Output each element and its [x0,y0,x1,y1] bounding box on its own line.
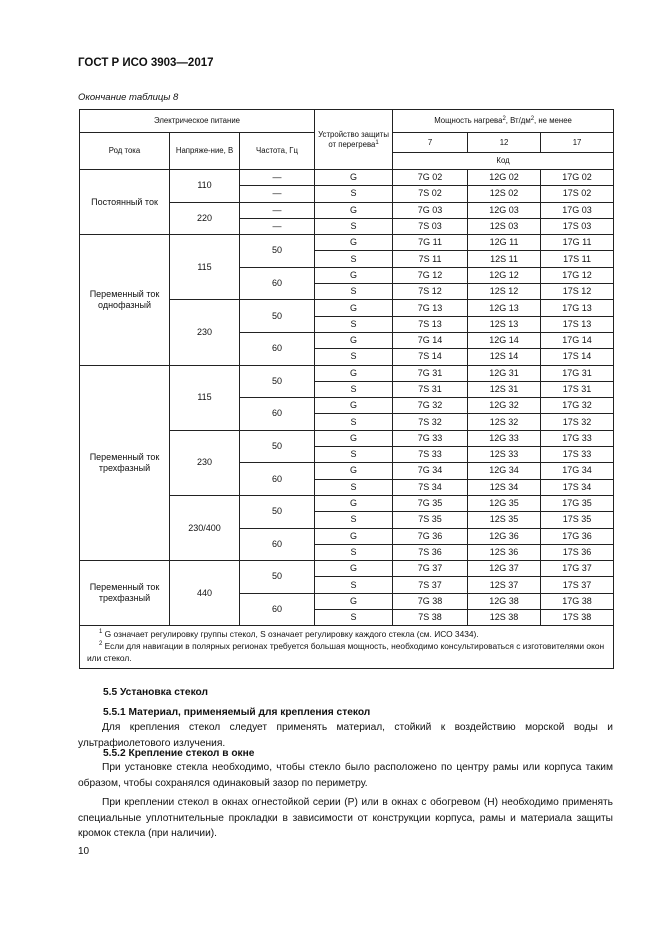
code-cell: 17S 14 [541,349,614,365]
code-cell: 17G 35 [541,495,614,511]
paragraph-5-5-2-a: При установке стекла необходимо, чтобы стекло было расположено по центру рамы или корпуса таким образом, чтобы сохранялся одинаковый зазор по периметру. [78,762,613,789]
code-cell: 17S 11 [541,251,614,267]
code-cell: 7S 02 [393,186,468,202]
current-type-cell: Переменный ток трехфазный [80,561,170,626]
paragraph-5-5-1: Для крепления стекол следует применять материал, стойкий к воздействию морской воды и ультрафиолетового излучения. [78,722,613,749]
code-cell: 12G 36 [468,528,541,544]
code-cell: 12S 12 [468,284,541,300]
code-cell: 17G 34 [541,463,614,479]
code-cell: 12G 11 [468,235,541,251]
code-cell: 7S 34 [393,479,468,495]
code-cell: 7S 12 [393,284,468,300]
frequency-cell: 60 [240,528,315,561]
code-cell: 17S 35 [541,512,614,528]
header-power-7: 7 [393,133,468,153]
code-cell: 12G 37 [468,561,541,577]
code-cell: 7G 12 [393,267,468,283]
frequency-cell: 50 [240,495,315,528]
code-cell: 12S 38 [468,610,541,626]
code-cell: 17S 31 [541,381,614,397]
code-cell: 7S 13 [393,316,468,332]
voltage-cell: 230 [170,300,240,365]
code-cell: 7S 38 [393,610,468,626]
code-cell: 17G 12 [541,267,614,283]
code-cell: 17G 38 [541,593,614,609]
code-cell: 7S 32 [393,414,468,430]
code-cell: 12S 37 [468,577,541,593]
current-type-cell: Переменный ток однофазный [80,235,170,365]
code-cell: 12S 32 [468,414,541,430]
table-caption: Окончание таблицы 8 [78,92,179,103]
code-cell: 17S 36 [541,544,614,560]
code-cell: 17G 11 [541,235,614,251]
section-5-5-2-title: 5.5.2 Крепление стекол в окне [103,748,255,759]
code-cell: 7S 11 [393,251,468,267]
current-type-cell: Переменный ток трехфазный [80,365,170,561]
code-cell: 7S 36 [393,544,468,560]
section-5-5-1-title: 5.5.1 Материал, применяемый для крепления стекол [103,707,371,718]
protection-cell: S [315,479,393,495]
code-cell: 17G 31 [541,365,614,381]
code-cell: 7G 38 [393,593,468,609]
code-cell: 7G 32 [393,398,468,414]
frequency-cell: 60 [240,398,315,431]
voltage-cell: 115 [170,365,240,430]
document-header: ГОСТ Р ИСО 3903—2017 [78,57,214,69]
header-power-12: 12 [468,133,541,153]
code-cell: 7G 36 [393,528,468,544]
code-cell: 7S 33 [393,447,468,463]
code-cell: 7S 03 [393,218,468,234]
protection-cell: G [315,267,393,283]
frequency-cell: 50 [240,430,315,463]
code-cell: 12G 34 [468,463,541,479]
voltage-cell: 230/400 [170,495,240,560]
footnote-2: $^2$ Если для навигации в полярных регионах требуется большая мощность, необходимо консультироваться с изготовителями окон или стекол. [87,641,605,664]
protection-cell: S [315,284,393,300]
protection-cell: G [315,365,393,381]
frequency-cell: 60 [240,593,315,626]
protection-cell: S [315,447,393,463]
header-current-type: Род тока [80,133,170,170]
frequency-cell: 50 [240,561,315,594]
table-row [80,170,614,186]
code-cell: 7S 31 [393,381,468,397]
header-voltage: Напряже-ние, В [170,133,240,170]
code-cell: 17S 12 [541,284,614,300]
protection-cell: G [315,202,393,218]
current-type-cell: Постоянный ток [80,170,170,235]
page-number: 10 [78,846,90,857]
footnote-1: $^1$ G означает регулировку группы стекол, S означает регулировку каждого стекла (см. ИСО 3434). [99,629,479,640]
code-cell: 17S 32 [541,414,614,430]
table-footnotes [80,626,614,669]
code-cell: 7G 31 [393,365,468,381]
protection-cell: G [315,495,393,511]
header-heating-power: Мощность нагрева$^2$, $Вт/дм^2$, не менее [393,110,614,133]
code-cell: 12S 03 [468,218,541,234]
frequency-cell: — [240,186,315,202]
frequency-cell: 60 [240,267,315,300]
voltage-cell: 110 [170,170,240,203]
code-cell: 7G 33 [393,430,468,446]
protection-cell: G [315,332,393,348]
protection-cell: S [315,316,393,332]
code-cell: 17S 02 [541,186,614,202]
frequency-cell: — [240,170,315,186]
protection-cell: S [315,218,393,234]
code-cell: 12G 14 [468,332,541,348]
code-cell: 17S 13 [541,316,614,332]
paragraph-5-5-2-b: При креплении стекол в окнах огнестойкой серии (P) или в окнах с обогревом (H) необходимо применять специальные уплотнительные прокладки в зависимости от конструкции корпуса, рамы и материала защиты кромок стекла (при наличии). [78,797,613,839]
protection-cell: S [315,381,393,397]
protection-cell: G [315,561,393,577]
code-cell: 12S 11 [468,251,541,267]
code-cell: 12G 38 [468,593,541,609]
code-cell: 17G 37 [541,561,614,577]
code-cell: 17G 14 [541,332,614,348]
code-cell: 12G 03 [468,202,541,218]
protection-cell: S [315,577,393,593]
code-cell: 17S 38 [541,610,614,626]
code-cell: 12G 13 [468,300,541,316]
code-cell: 7G 34 [393,463,468,479]
table-row [80,235,614,251]
code-cell: 7G 14 [393,332,468,348]
frequency-cell: 60 [240,463,315,496]
code-cell: 17G 36 [541,528,614,544]
code-cell: 12S 35 [468,512,541,528]
code-cell: 12G 32 [468,398,541,414]
protection-cell: S [315,186,393,202]
header-frequency: Частота, Гц [240,133,315,170]
protection-cell: S [315,349,393,365]
header-power-17: 17 [541,133,614,153]
code-cell: 17S 33 [541,447,614,463]
table-row [80,365,614,381]
code-cell: 7S 14 [393,349,468,365]
code-cell: 12G 35 [468,495,541,511]
code-cell: 7G 35 [393,495,468,511]
header-electric-power: Электрическое питание [80,110,315,133]
frequency-cell: 60 [240,332,315,365]
code-cell: 17G 03 [541,202,614,218]
code-cell: 17G 33 [541,430,614,446]
code-cell: 12S 13 [468,316,541,332]
protection-cell: S [315,544,393,560]
frequency-cell: — [240,202,315,218]
code-cell: 7S 37 [393,577,468,593]
protection-cell: G [315,235,393,251]
code-cell: 7G 11 [393,235,468,251]
code-cell: 12S 34 [468,479,541,495]
code-cell: 12S 36 [468,544,541,560]
code-cell: 12S 33 [468,447,541,463]
code-cell: 7S 35 [393,512,468,528]
protection-cell: S [315,512,393,528]
protection-cell: G [315,300,393,316]
voltage-cell: 115 [170,235,240,300]
voltage-cell: 440 [170,561,240,626]
code-cell: 17G 02 [541,170,614,186]
voltage-cell: 230 [170,430,240,495]
code-cell: 17S 34 [541,479,614,495]
frequency-cell: — [240,218,315,234]
code-cell: 17S 37 [541,577,614,593]
code-cell: 12G 33 [468,430,541,446]
header-code: Код [393,153,614,170]
voltage-cell: 220 [170,202,240,235]
protection-cell: G [315,170,393,186]
code-cell: 12S 02 [468,186,541,202]
protection-cell: G [315,398,393,414]
section-5-5-title: 5.5 Установка стекол [103,687,208,698]
protection-cell: G [315,593,393,609]
code-cell: 12S 14 [468,349,541,365]
protection-cell: G [315,463,393,479]
protection-cell: S [315,414,393,430]
header-protection: Устройство защиты от перегрева$^1$ [315,110,393,170]
code-cell: 12G 12 [468,267,541,283]
protection-cell: S [315,610,393,626]
code-cell: 17S 03 [541,218,614,234]
code-cell: 7G 13 [393,300,468,316]
code-cell: 7G 03 [393,202,468,218]
protection-cell: S [315,251,393,267]
code-cell: 17G 13 [541,300,614,316]
table-8 [79,109,614,669]
code-cell: 12G 31 [468,365,541,381]
code-cell: 7G 02 [393,170,468,186]
code-cell: 12S 31 [468,381,541,397]
code-cell: 12G 02 [468,170,541,186]
protection-cell: G [315,430,393,446]
frequency-cell: 50 [240,235,315,268]
frequency-cell: 50 [240,300,315,333]
table-row [80,561,614,577]
code-cell: 17G 32 [541,398,614,414]
code-cell: 7G 37 [393,561,468,577]
protection-cell: G [315,528,393,544]
frequency-cell: 50 [240,365,315,398]
